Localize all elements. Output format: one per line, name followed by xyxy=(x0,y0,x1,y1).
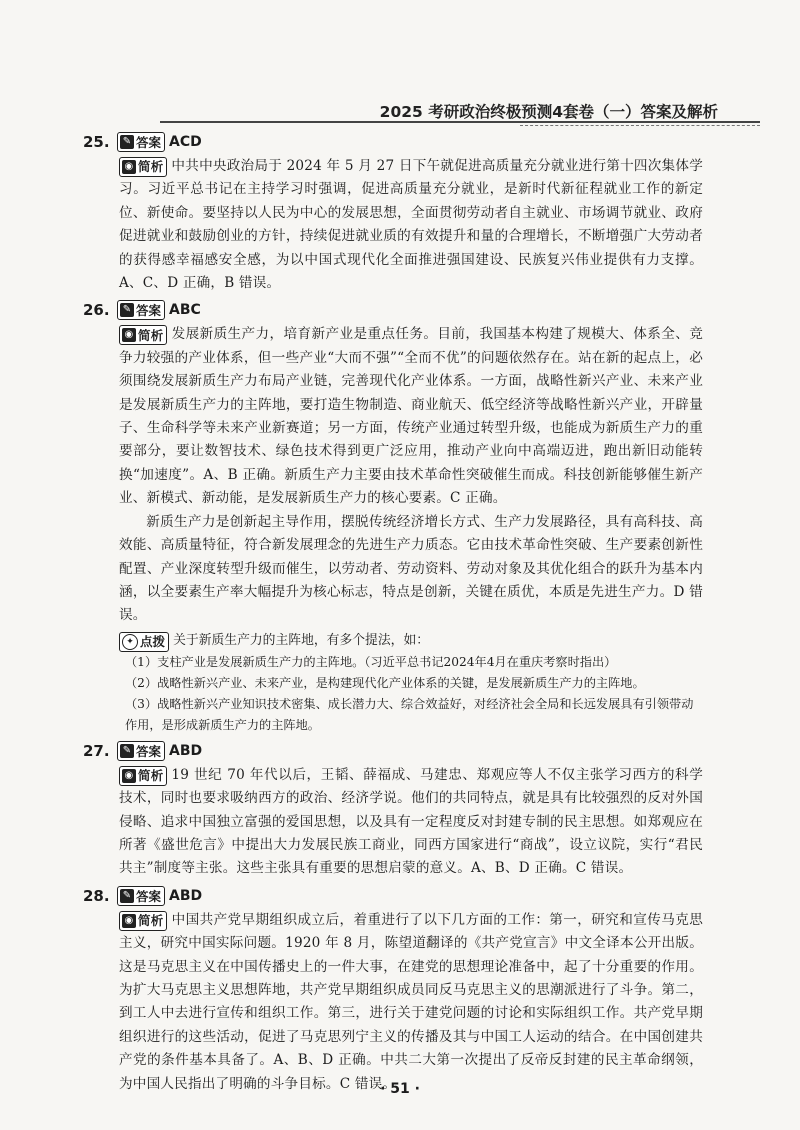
pencil-icon: ✎ xyxy=(120,303,134,317)
pencil-icon: ✎ xyxy=(120,135,134,149)
pencil-icon: ✎ xyxy=(120,889,134,903)
analysis-tag: ◉ 简析 xyxy=(119,766,167,786)
eye-icon: ◉ xyxy=(122,328,136,342)
header-divider xyxy=(160,121,760,123)
tip-heading: ✦ 点拨 关于新质生产力的主阵地，有多个提法，如： xyxy=(119,630,703,652)
question-number: 25. xyxy=(83,133,110,151)
answer-tag: ✎ 答案 xyxy=(117,741,165,761)
answer-tag: ✎ 答案 xyxy=(117,886,165,906)
answer-value: ABC xyxy=(169,302,201,319)
page-number: · 51 · xyxy=(380,1081,420,1097)
tip-item: （1）支柱产业是发展新质生产力的主阵地。（习近平总书记2024年4月在重庆考察时指出） xyxy=(125,654,617,669)
pencil-icon: ✎ xyxy=(120,744,134,758)
question-25-header xyxy=(83,129,703,155)
answer-tag: ✎ 答案 xyxy=(117,300,165,320)
header-divider-dashed xyxy=(520,125,760,126)
eye-icon: ◉ xyxy=(122,914,136,928)
question-27-header xyxy=(83,738,703,764)
question-26-analysis-continued: 新质生产力是创新起主导作用，摆脱传统经济增长方式、生产力发展路径，具有高科技、高效能、高质量特征，符合新发展理念的先进生产力质态。它由技术革命性突破、生产要素创新性配置、产业深度转型升级而催生，以劳动者、劳动资料、劳动对象及其优化组合的跃升为基本内涵，以全要素生产率大幅提升为核心标志，特点是创新，关键在质优，本质是先进生产力。D 错误。 xyxy=(119,513,703,624)
eye-icon: ◉ xyxy=(122,160,136,174)
question-number: 28. xyxy=(83,886,110,905)
content xyxy=(83,127,703,1096)
question-28-analysis: ◉ 简析 中国共产党早期组织成立后，着重进行了以下几方面的工作：第一，研究和宣传马克思主义，研究中国实际问题。1920 年 8 月，陈望道翻译的《共产党宣言》中文全译本公开出版。这是马克思主义在中国传播史上的一件大事，在建党的思想理论准备中，起了十分重要的作用。为扩大马克思主义思想阵地，共产党早期组织成员同反马克思主义的思潮派进行了斗争。第二，到工人中去进行宣传和组织工作。第三，进行关于建党问题的讨论和实际组织工作。共产党早期组织进行的这些活动，促进了马克思列宁主义的传播及其与中国工人运动的结合。在中国创建共产党的条件基本具备了。A、B、D 正确。中共二大第一次提出了反帝反封建的民主革命纲领，为中国人民指出了明确的斗争目标。C 错误。 xyxy=(119,911,703,1092)
question-number: 26. xyxy=(83,301,110,320)
question-28-header xyxy=(83,883,703,909)
answer-value: ABD xyxy=(169,887,203,904)
question-27-analysis: ◉ 简析 19 世纪 70 年代以后，王韬、薛福成、马建忠、郑观应等人不仅主张学习西方的科学技术，同时也要求吸纳西方的政治、经济学说。他们的共同特点，就是具有比较强烈的反对外国侵略、追求中国独立富强的爱国思想，以及具有一定程度反对封建专制的民主思想。如郑观应在所著《盛世危言》中提出大力发展民族工商业，同西方国家进行“商战”，设立议院，实行“君民共主”制度等主张。这些主张具有重要的思想启蒙的意义。A、B、D 正确。C 错误。 xyxy=(119,766,703,877)
tip-tag: ✦ 点拨 xyxy=(119,632,169,652)
question-26-header xyxy=(83,297,703,323)
analysis-tag: ◉ 简析 xyxy=(119,325,167,345)
tip-item: （3）战略性新兴产业知识技术密集、成长潜力大、综合效益好，对经济社会全局和长远发展具有引领带动作用，是形成新质生产力的主阵地。 xyxy=(125,696,694,732)
answer-value: ACD xyxy=(169,134,202,150)
eye-icon: ◉ xyxy=(122,769,136,783)
analysis-tag: ◉ 简析 xyxy=(119,157,167,177)
analysis-tag: ◉ 简析 xyxy=(119,911,167,931)
page-header-title: 2025 考研政治终极预测4套卷（一）答案及解析 xyxy=(379,103,718,121)
question-26-analysis: ◉ 简析 发展新质生产力，培育新产业是重点任务。目前，我国基本构建了规模大、体系全、竞争力较强的产业体系，但一些产业“大而不强”“全而不优”的问题依然存在。站在新的起点上，必须围绕发展新质生产力布局产业链，完善现代化产业体系。一方面，战略性新兴产业、未来产业是发展新质生产力的主阵地，要打造生物制造、商业航天、低空经济等战略性新兴产业，开辟量子、生命科学等未来产业新赛道；另一方面，传统产业通过转型升级，也能成为新质生产力的重要部分，要让数智技术、绿色技术得到更广泛应用，推动产业向中高端迈进，跑出新旧动能转换“加速度”。A、B 正确。新质生产力主要由技术革命性突破催生而成。科技创新能够催生新产业、新模式、新动能，是发展新质生产力的核心要素。C 正确。 xyxy=(119,326,703,507)
question-25-analysis: ◉ 简析 中共中央政治局于 2024 年 5 月 27 日下午就促进高质量充分就业进行第十四次集体学习。习近平总书记在主持学习时强调，促进高质量充分就业，是新时代新征程就业工作的新定位、新使命。要坚持以人民为中心的发展思想，全面贯彻劳动者自主就业、市场调节就业、政府促进就业和鼓励创业的方针，持续促进就业质的有效提升和量的合理增长，不断增强广大劳动者的获得感幸福感安全感，为以中国式现代化全面推进强国建设、民族复兴伟业提供有力支撑。A、C、D 正确，B 错误。 xyxy=(119,158,703,292)
lightbulb-icon: ✦ xyxy=(122,634,138,650)
question-26-tip xyxy=(119,630,703,736)
tip-item: （2）战略性新兴产业、未来产业，是构建现代化产业体系的关键，是发展新质生产力的主阵地。 xyxy=(125,675,645,690)
answer-tag: ✎ 答案 xyxy=(117,132,165,152)
answer-value: ABD xyxy=(169,742,203,759)
question-number: 27. xyxy=(83,741,110,760)
